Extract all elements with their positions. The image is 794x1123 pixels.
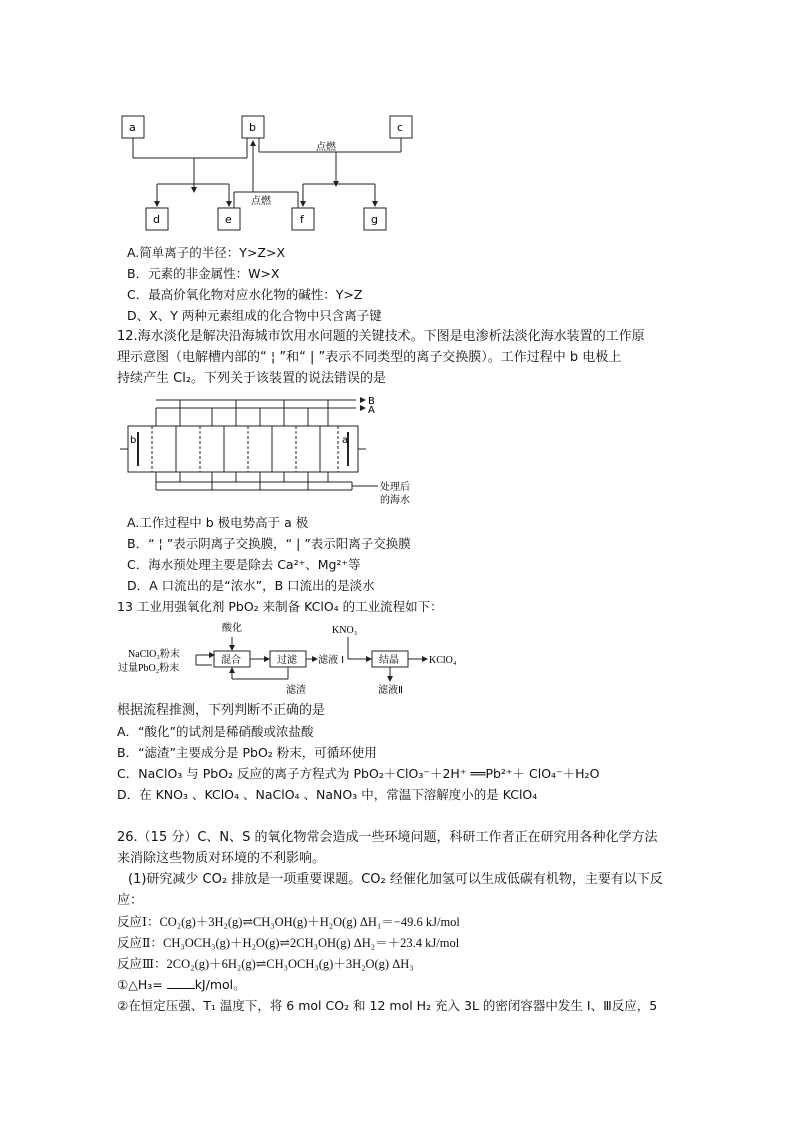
q11-diagram: [118, 112, 418, 234]
q13-crystal: 结晶: [379, 655, 399, 666]
q26-sub1-label: ①△H₃=: [117, 977, 163, 992]
q26-reaction-1: 反应Ⅰ：CO₂(g)＋3H₂(g)⇌CH₃OH(g)＋H₂O(g) ΔH₁＝−49.6 kJ/mol: [117, 915, 460, 929]
q12-label-A: A: [368, 405, 375, 416]
q12-electrodialysis-diagram: [116, 392, 416, 506]
q11-label-f: f: [300, 213, 304, 226]
q13-input-pbo2: 过量PbO₂粉末: [118, 663, 180, 674]
q26-sub1-unit: kJ/mol。: [194, 977, 246, 992]
q26-part1-2: 应：: [117, 893, 144, 908]
q26-stem-1: 26.（15 分）C、N、S 的氧化物常会造成一些环境问题，科研工作者正在研究用各种化学方法: [117, 830, 658, 845]
q26-stem-2: 来消除这些物质对环境的不利影响。: [117, 851, 326, 866]
q26-reaction-2: 反应Ⅱ：CH₃OCH₃(g)＋H₂O(g)⇌2CH₃OH(g) ΔH₂＝＋23.4 kJ/mol: [117, 936, 460, 950]
q13-infer: 根据流程推测，下列判断不正确的是: [117, 703, 326, 718]
q11-ignite-bottom: 点燃: [251, 196, 271, 207]
q13-option-d: D．在 KNO₃ 、KClO₄ 、NaClO₄ 、NaNO₃ 中，常温下溶解度小的是 KClO₄: [117, 787, 538, 802]
q26-answer-blank[interactable]: [167, 976, 195, 989]
q12-option-d: D．A 口流出的是“浓水”，B 口流出的是淡水: [127, 578, 375, 593]
q12-option-a: A.工作过程中 b 极电势高于 a 极: [127, 515, 309, 530]
q26-sub2: ②在恒定压强、T₁ 温度下，将 6 mol CO₂ 和 12 mol H₂ 充入 3L 的密闭容器中发生 I、Ⅲ反应，5: [117, 998, 658, 1013]
q13-option-b: B．“滤渣”主要成分是 PbO₂ 粉末，可循环使用: [117, 745, 377, 760]
q13-option-c: C．NaClO₃ 与 PbO₂ 反应的离子方程式为 PbO₂＋ClO₃⁻＋2H⁺ ══Pb²⁺＋ ClO₄⁻＋H₂O: [117, 766, 600, 781]
q11-label-d: d: [153, 213, 160, 226]
q13-mix: 混合: [221, 655, 241, 666]
q12-stem-1: 12.海水淡化是解决沿海城市饮用水问题的关键技术。下图是电渗析法淡化海水装置的工作原: [117, 329, 645, 344]
q11-option-a: A.简单离子的半径：Y>Z>X: [127, 245, 286, 260]
q11-label-g: g: [371, 213, 378, 226]
q11-label-a: a: [129, 121, 136, 134]
q11-option-b: B．元素的非金属性：W>X: [127, 266, 280, 281]
q12-treated-1: 处理后: [380, 482, 410, 493]
q11-option-d: D、X、Y 两种元素组成的化合物中只含离子键: [127, 308, 382, 323]
q26-reaction-3: 反应Ⅲ：2CO₂(g)＋6H₂(g)⇌CH₃OCH₃(g)＋3H₂O(g) ΔH₃: [117, 957, 414, 971]
q11-label-b: b: [249, 121, 256, 134]
q13-residue: 滤渣: [286, 685, 306, 696]
q12-electrode-a: a: [342, 435, 349, 446]
q26-part1-1: (1)研究减少 CO₂ 排放是一项重要课题。CO₂ 经催化加氢可以生成低碳有机物，主要有以下反: [128, 872, 663, 887]
q11-option-c: C．最高价氧化物对应水化物的碱性：Y>Z: [127, 287, 363, 302]
q12-electrode-b: b: [130, 435, 137, 446]
q13-filtrate1: 滤液 I: [318, 655, 345, 666]
q26-sub1: [117, 976, 246, 994]
q12-label-B: B: [368, 396, 375, 407]
q13-kno3: KNO₃: [332, 625, 358, 636]
q13-filtrate2: 滤液Ⅱ: [378, 685, 403, 696]
q13-option-a: A．“酸化”的试剂是稀硝酸或浓盐酸: [117, 724, 314, 739]
q13-product: KClO₄: [429, 655, 457, 666]
q12-stem-2: 理示意图（电解槽内部的“ ¦ ”和“ | ”表示不同类型的离子交换膜）。工作过程中 b 电极上: [117, 350, 622, 365]
q13-input-naclo3: NaClO₃粉末: [128, 649, 180, 660]
q12-option-b: B．“ ¦ ”表示阴离子交换膜，“ | ”表示阳离子交换膜: [127, 536, 411, 551]
q13-acid: 酸化: [222, 623, 242, 634]
q13-filter: 过滤: [277, 655, 297, 666]
q13-stem: 13 工业用强氧化剂 PbO₂ 来制备 KClO₄ 的工业流程如下：: [117, 599, 443, 614]
q11-label-e: e: [225, 213, 232, 226]
q13-flow-diagram: [116, 619, 476, 697]
q12-stem-3: 持续产生 Cl₂。下列关于该装置的说法错误的是: [117, 371, 387, 386]
q11-ignite-top: 点燃: [316, 142, 336, 153]
q11-label-c: c: [397, 121, 404, 134]
q12-treated-2: 的海水: [380, 495, 410, 506]
q12-option-c: C．海水预处理主要是除去 Ca²⁺、Mg²⁺等: [127, 557, 361, 572]
